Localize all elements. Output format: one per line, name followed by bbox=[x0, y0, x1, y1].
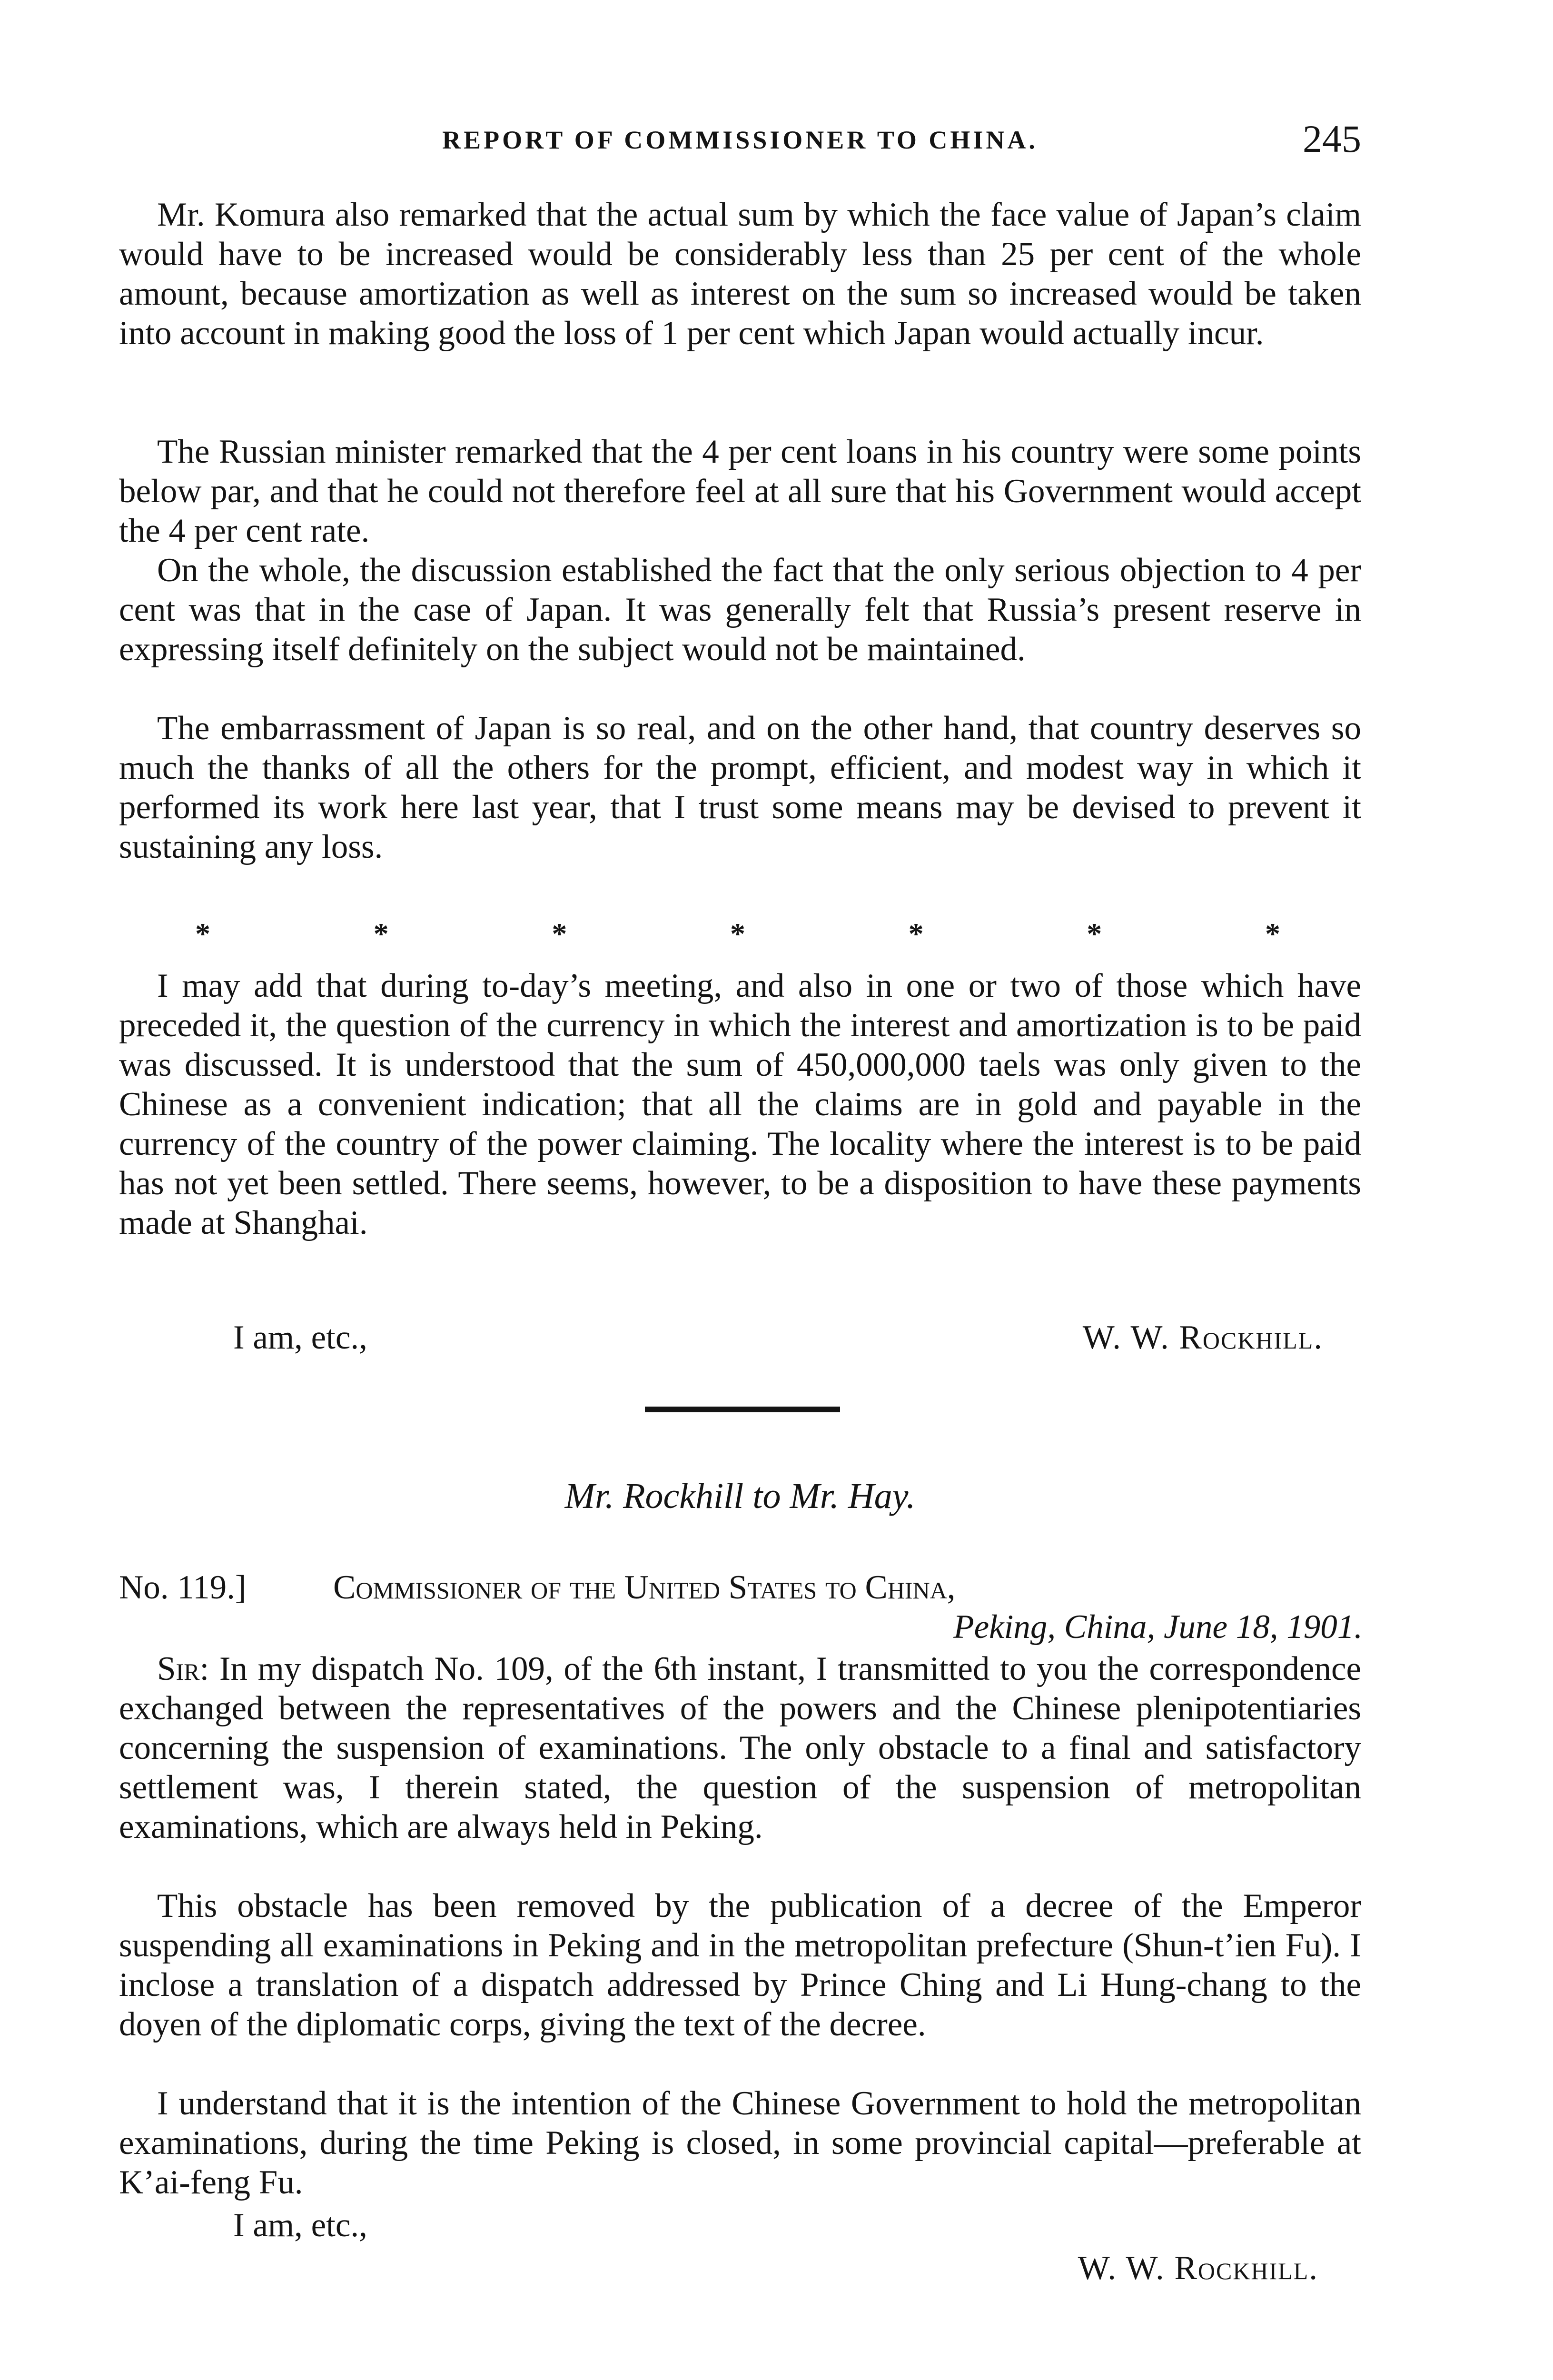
paragraph-intention: I understand that it is the intention of the Chinese Government to hold the metropolitan examinations, during the time Peking is closed, in some provincial capital—preferable at K’ai-feng Fu. bbox=[119, 2085, 1361, 2201]
letter-two-signature bbox=[119, 2249, 1361, 2292]
signature: W. W. Rockhill. bbox=[1078, 2250, 1318, 2287]
paragraph-japan-embarrassment: The embarrassment of Japan is so real, and on the other hand, that country deserves so much the thanks of all the others for the prompt, efficient, and modest way in which it performed its work here last year, that I trust some means may be devised to prevent it sustaining any loss. bbox=[119, 710, 1361, 865]
closing: I am, etc., bbox=[233, 1319, 367, 1356]
letter-one-body bbox=[119, 195, 1361, 906]
ellipsis-star: * bbox=[730, 917, 745, 951]
ellipsis-star: * bbox=[552, 917, 567, 951]
paragraph-examinations-text: : In my dispatch No. 109, of the 6th instant, I transmitted to you the correspondence exchanged between the representatives of the powers and the Chinese plenipotentiaries concerning the suspension of examinations. The only obstacle to a final and satisfactory settlement was, I therein stated, the question of the suspension of metropolitan examinations, which are always held in Peking. bbox=[119, 1650, 1361, 1845]
closing: I am, etc., bbox=[233, 2207, 367, 2244]
running-header bbox=[119, 117, 1361, 164]
letter-one-signoff bbox=[119, 1319, 1361, 1361]
ellipsis-star: * bbox=[373, 917, 389, 951]
dateline: Peking, China, June 18, 1901. bbox=[953, 1608, 1363, 1646]
salutation: Sir bbox=[157, 1650, 200, 1687]
paragraph-komura: Mr. Komura also remarked that the actual sum by which the face value of Japan’s claim would have to be increased would be considerably less than 25 per cent of the whole amount, because amortization as well as interest on the sum so increased would be taken into account in making good the loss of 1 per cent which Japan would actually incur. bbox=[119, 196, 1361, 352]
paragraph-currency: I may add that during to-day’s meeting, and also in one or two of those which have preceded it, the question of the currency in which the interest and amortization is to be paid was discussed. It is understood that the sum of 450,000,000 taels was only given to the Chinese as a convenient indication; that all the claims are in gold and payable in the currency of the country of the power claiming. The locality where the interest is to be paid has not yet been settled. There seems, however, to be a disposition to have these payments made at Shanghai. bbox=[119, 967, 1361, 1241]
paragraph-examinations bbox=[119, 1649, 1361, 1886]
paragraph-decree: This obstacle has been removed by the publication of a decree of the Emperor suspending all examinations in Peking and in the metropolitan prefecture (Shun-t’ien Fu). I inclose a translation of a dispatch addressed by Prince Ching and Li Hung-chang to the doyen of the diplomatic corps, giving the text of the decree. bbox=[119, 1887, 1361, 2043]
ellipsis-star: * bbox=[1087, 917, 1102, 951]
letter-two-body bbox=[119, 1649, 1361, 2202]
ellipsis-star: * bbox=[195, 917, 210, 951]
paragraph-discussion: On the whole, the discussion established the fact that the only serious objection to 4 per cent was that in the case of Japan. It was generally felt that Russia’s present reserve in expressing itself definitely on the subject would not be maintained. bbox=[119, 552, 1361, 668]
ellipsis-star: * bbox=[908, 917, 924, 951]
letter-two-closing bbox=[119, 2206, 1361, 2249]
letter-one-continuation bbox=[119, 966, 1361, 1243]
running-title: REPORT OF COMMISSIONER TO CHINA. bbox=[442, 126, 1038, 154]
section-divider bbox=[645, 1407, 840, 1412]
signature: W. W. Rockhill. bbox=[1082, 1319, 1323, 1356]
page-number: 245 bbox=[1303, 117, 1361, 160]
ellipsis-star: * bbox=[1265, 917, 1280, 951]
office-title: Commissioner of the United States to China, bbox=[333, 1569, 956, 1606]
dispatch-line bbox=[119, 1568, 1361, 1611]
ellipsis-stars bbox=[195, 916, 1280, 952]
letter-heading: Mr. Rockhill to Mr. Hay. bbox=[564, 1476, 916, 1516]
dispatch-number: No. 119.] bbox=[119, 1569, 247, 1606]
paragraph-russian-minister: The Russian minister remarked that the 4 per cent loans in his country were some points below par, and that he could not therefore feel at all sure that his Government would accept the 4 per cent rate. bbox=[119, 433, 1361, 549]
